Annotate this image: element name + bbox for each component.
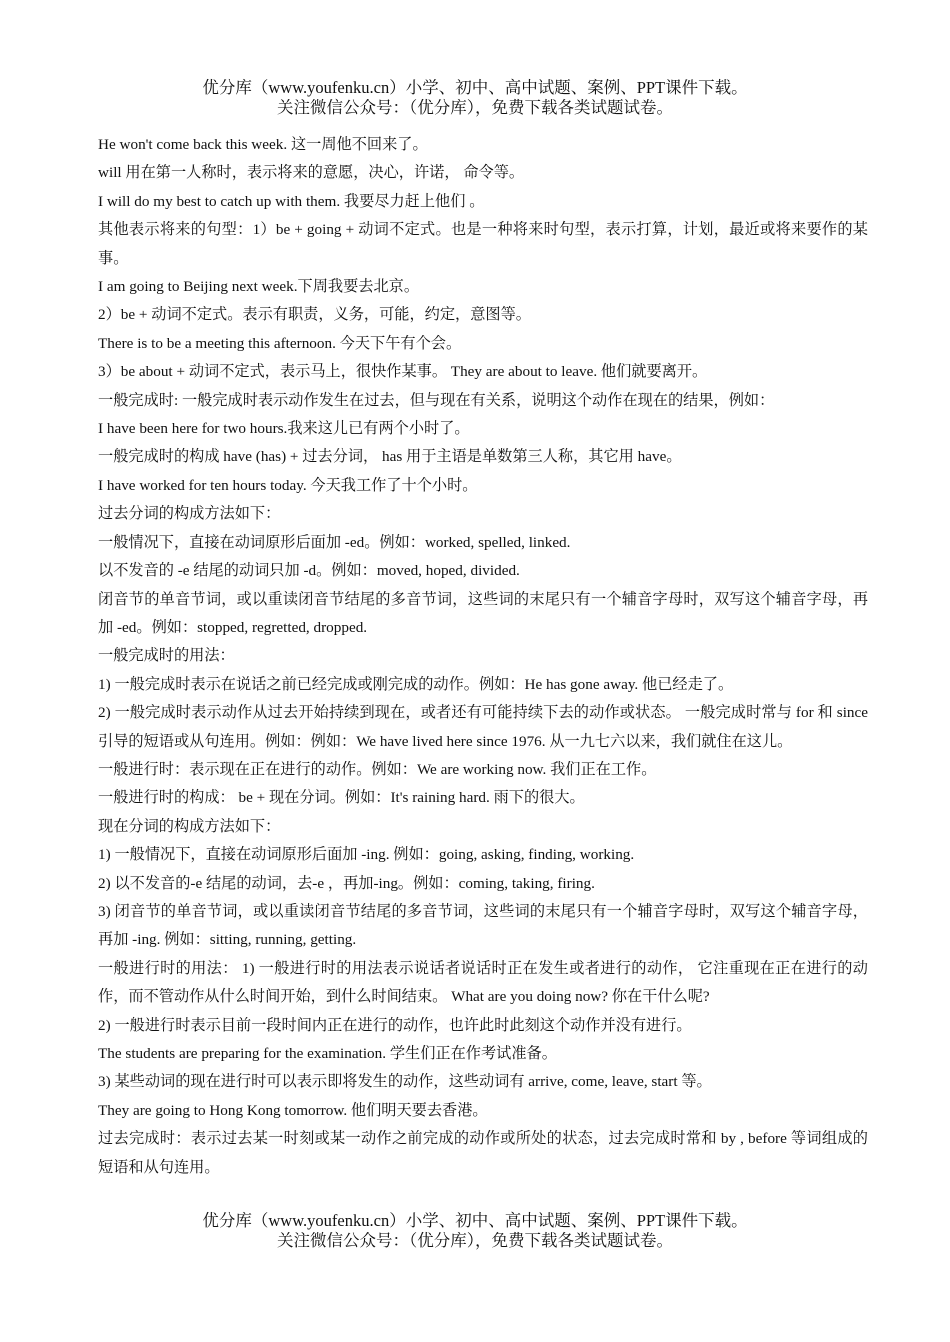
paragraph: 3）be about + 动词不定式，表示马上，很快作某事。 They are about to leave. 他们就要离开。	[98, 363, 708, 381]
paragraph: 以不发音的 -e 结尾的动词只加 -d。例如：moved, hoped, divided.	[98, 562, 520, 580]
footer-line-2: 关注微信公众号：（优分库），免费下载各类试题试卷。	[277, 1231, 673, 1250]
paragraph: I will do my best to catch up with them. 我要尽力赶上他们 。	[98, 192, 485, 210]
paragraph: 其他表示将来的句型：1）be + going + 动词不定式。也是一种将来时句型，表示打算，计划，最近或将来要作的某事。	[98, 221, 868, 267]
paragraph: 2) 以不发音的-e 结尾的动词，去-e ，再加-ing。例如：coming, taking, firing.	[98, 874, 595, 892]
paragraph: 一般进行时的用法： 1) 一般进行时的用法表示说话者说话时正在发生或者进行的动作， 它注重现在正在进行的动作，而不管动作从什么时间开始，到什么时间结束。 What are you doing now? 你在干什么呢?	[98, 959, 868, 1006]
paragraph: I am going to Beijing next week.下周我要去北京。	[98, 278, 420, 296]
paragraph: 3) 某些动词的现在进行时可以表示即将发生的动作，这些动词有 arrive, come, leave, start 等。	[98, 1073, 712, 1091]
paragraph: 2) 一般进行时表示目前一段时间内正在进行的动作，也许此时此刻这个动作并没有进行。	[98, 1016, 692, 1034]
paragraph: He won't come back this week. 这一周他不回来了。	[98, 136, 428, 153]
paragraph: The students are preparing for the examination. 学生们正在作考试准备。	[98, 1045, 557, 1062]
paragraph: 一般情况下，直接在动词原形后面加 -ed。例如：worked, spelled, linked.	[98, 533, 571, 551]
paragraph: They are going to Hong Kong tomorrow. 他们明天要去香港。	[98, 1101, 488, 1119]
page-header	[0, 78, 950, 118]
paragraph: 一般进行时的构成： be + 现在分词。例如：It's raining hard. 雨下的很大。	[98, 789, 585, 807]
paragraph: 现在分词的构成方法如下：	[98, 817, 281, 835]
paragraph: 过去完成时：表示过去某一时刻或某一动作之前完成的动作或所处的状态，过去完成时常和 by , before 等词组成的短语和从句连用。	[98, 1130, 868, 1176]
paragraph: will 用在第一人称时，表示将来的意愿，决心，许诺， 命令等。	[98, 164, 525, 182]
header-line-2: 关注微信公众号：（优分库），免费下载各类试题试卷。	[277, 98, 673, 117]
paragraph: 一般进行时：表示现在正在进行的动作。例如：We are working now. 我们正在工作。	[98, 760, 657, 778]
header-line-1: 优分库（www.youfenku.cn）小学、初中、高中试题、案例、PPT课件下载。	[202, 78, 748, 97]
paragraph: I have been here for two hours.我来这儿已有两个小时了。	[98, 420, 470, 438]
paragraph: I have worked for ten hours today. 今天我工作了十个小时。	[98, 476, 478, 494]
paragraph: 一般完成时的构成 have (has) + 过去分词， has 用于主语是单数第三人称，其它用 have。	[98, 448, 682, 466]
paragraph: There is to be a meeting this afternoon. 今天下午有个会。	[98, 334, 462, 352]
paragraph: 2）be + 动词不定式。表示有职责，义务，可能，约定，意图等。	[98, 306, 531, 324]
page-footer	[0, 1211, 950, 1251]
paragraph: 过去分词的构成方法如下：	[98, 505, 281, 523]
footer-line-1: 优分库（www.youfenku.cn）小学、初中、高中试题、案例、PPT课件下载。	[202, 1211, 748, 1230]
paragraph: 一般完成时的用法：	[98, 647, 235, 665]
document-body	[98, 131, 868, 1182]
paragraph: 3) 闭音节的单音节词，或以重读闭音节结尾的多音节词，这些词的末尾只有一个辅音字母时，双写这个辅音字母，再加 -ing. 例如：sitting, running, getting.	[98, 902, 868, 949]
paragraph: 一般完成时: 一般完成时表示动作发生在过去，但与现在有关系，说明这个动作在现在的结果，例如：	[98, 391, 775, 409]
paragraph: 1) 一般情况下，直接在动词原形后面加 -ing. 例如：going, asking, finding, working.	[98, 846, 635, 864]
paragraph: 1) 一般完成时表示在说话之前已经完成或刚完成的动作。例如：He has gone away. 他已经走了。	[98, 675, 734, 693]
paragraph: 闭音节的单音节词，或以重读闭音节结尾的多音节词，这些词的末尾只有一个辅音字母时，双写这个辅音字母，再加 -ed。例如：stopped, regretted, dropped.	[98, 590, 868, 636]
paragraph: 2) 一般完成时表示动作从过去开始持续到现在，或者还有可能持续下去的动作或状态。 一般完成时常与 for 和 since 引导的短语或从句连用。例如：例如：We have lived here since 1976. 从一九七六以来，我们就住在这儿。	[98, 704, 868, 750]
